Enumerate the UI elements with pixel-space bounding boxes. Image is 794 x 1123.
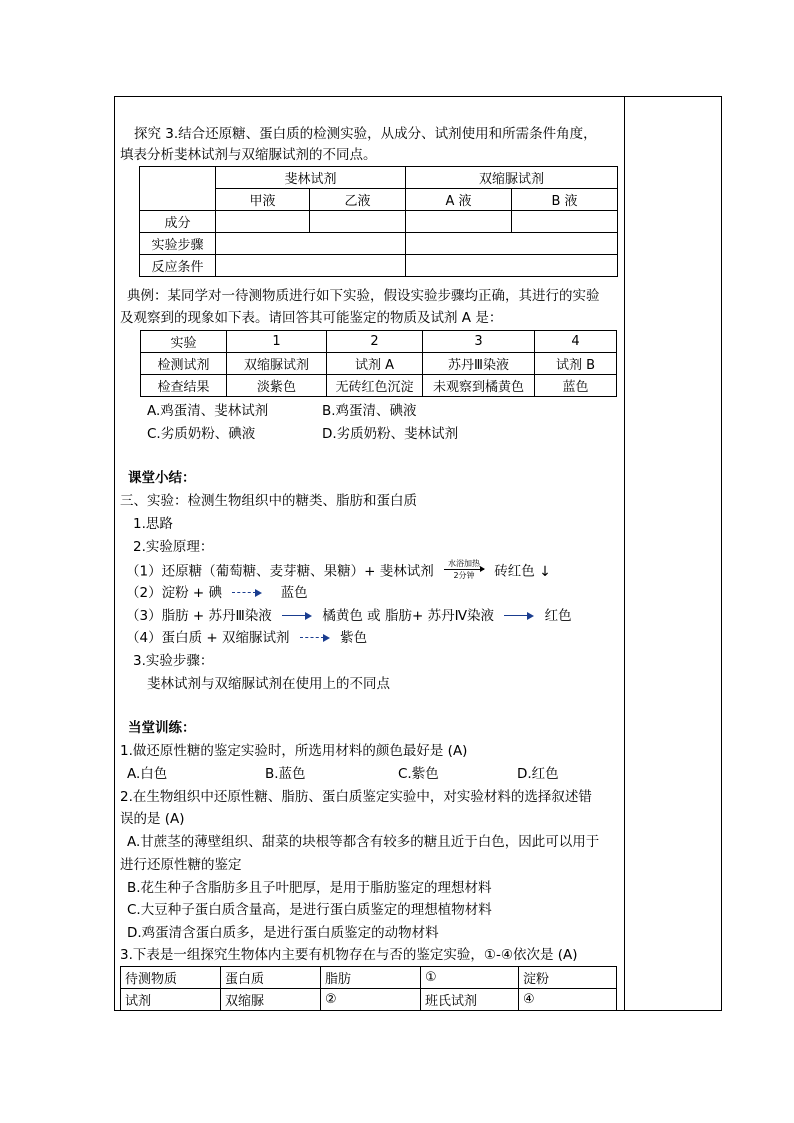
q3-cell: 待测物质 [121, 967, 221, 989]
table-corner-cell [140, 167, 216, 211]
question-2-line1: 2.在生物组织中还原性糖、脂肪、蛋白质鉴定实验中，对实验材料的选择叙述错 [120, 789, 592, 805]
precipitate-arrow-icon: ↓ [539, 563, 551, 580]
example-header-cell: 3 [423, 331, 535, 353]
header-fehling-b: 乙液 [310, 189, 406, 211]
header-biuret-a: A 液 [406, 189, 512, 211]
q3-cell: 试剂 [121, 989, 221, 1011]
example-result-cell: 无砖红色沉淀 [327, 375, 423, 397]
principle-1-left: （1）还原糖（葡萄糖、麦芽糖、果糖）+ 斐林试剂 [126, 563, 434, 580]
example-result-cell: 检查结果 [141, 375, 227, 397]
principle-4-right: 紫色 [340, 630, 368, 646]
q3-table [120, 966, 617, 1011]
q2-option-a-line2: 进行还原性糖的鉴定 [120, 857, 242, 873]
example-option-b: B.鸡蛋清、碘液 [322, 403, 417, 419]
example-line1: 典例：某同学对一待测物质进行如下实验，假设实验步骤均正确，其进行的实验 [127, 288, 600, 304]
example-table [140, 330, 617, 397]
right-column-divider [624, 96, 625, 1011]
principle-3-right: 红色 [544, 608, 572, 624]
principle-4 [126, 629, 367, 647]
table-cell [512, 211, 618, 233]
principle-3-left: （3）脂肪 + 苏丹Ⅲ染液 [126, 608, 272, 624]
q3-cell: 淀粉 [519, 967, 617, 989]
header-biuret-b: B 液 [512, 189, 618, 211]
summary-item3: 3.实验步骤： [133, 653, 214, 669]
principle-2-left: （2）淀粉 + 碘 [126, 585, 222, 601]
principle-2 [126, 584, 308, 602]
header-fehling: 斐林试剂 [216, 167, 406, 189]
q2-option-b: B.花生种子含脂肪多且子叶肥厚，是用于脂肪鉴定的理想材料 [127, 880, 492, 896]
q1-option-a: A.白色 [127, 766, 168, 782]
example-header-cell: 1 [227, 331, 327, 353]
summary-heading: 课堂小结： [128, 470, 196, 486]
q3-cell: ① [421, 967, 519, 989]
summary-item1: 1.思路 [133, 516, 173, 532]
summary-item2: 2.实验原理： [133, 539, 214, 555]
q1-option-b: B.蓝色 [265, 766, 306, 782]
q1-option-c: C.紫色 [398, 766, 439, 782]
q3-cell: 双缩脲 [221, 989, 321, 1011]
arrow-icon [300, 633, 330, 643]
summary-title: 三、实验：检测生物组织中的糖类、脂肪和蛋白质 [120, 493, 417, 509]
question-1: 1.做还原性糖的鉴定实验时，所选用材料的颜色最好是 (A) [120, 743, 468, 759]
example-reagent-cell: 试剂 A [327, 353, 423, 375]
principle-1 [126, 561, 551, 582]
table-cell [310, 211, 406, 233]
example-option-c: C.劣质奶粉、碘液 [147, 426, 256, 442]
table-cell [406, 255, 618, 277]
table-cell [406, 233, 618, 255]
heating-condition-arrow [444, 559, 484, 580]
question-2-line2: 误的是 (A) [120, 811, 185, 827]
principle-3 [126, 607, 572, 625]
question-3: 3.下表是一组探究生物体内主要有机物存在与否的鉴定实验，①-④依次是 (A) [120, 947, 578, 963]
reagent-comparison-table [139, 166, 618, 277]
condition-top: 水浴加热 [448, 559, 480, 568]
q3-cell: 脂肪 [321, 967, 421, 989]
summary-item3-text: 斐林试剂与双缩脲试剂在使用上的不同点 [147, 676, 390, 692]
example-result-cell: 未观察到橘黄色 [423, 375, 535, 397]
q1-option-d: D.红色 [517, 766, 559, 782]
q3-cell: ④ [519, 989, 617, 1011]
table-cell [406, 211, 512, 233]
example-reagent-cell: 双缩脲试剂 [227, 353, 327, 375]
principle-1-right: 砖红色 [494, 563, 535, 580]
example-header-cell: 4 [535, 331, 617, 353]
condition-bottom: 2分钟 [453, 571, 475, 580]
example-reagent-cell: 检测试剂 [141, 353, 227, 375]
row-label-conditions: 反应条件 [140, 255, 216, 277]
q3-cell: ② [321, 989, 421, 1011]
training-heading: 当堂训练： [128, 720, 196, 736]
inquiry3-line1: 探究 3.结合还原糖、蛋白质的检测实验，从成分、试剂使用和所需条件角度， [134, 126, 597, 142]
example-result-cell: 淡紫色 [227, 375, 327, 397]
q3-cell: 蛋白质 [221, 967, 321, 989]
example-result-cell: 蓝色 [535, 375, 617, 397]
arrow-icon [232, 588, 262, 598]
table-cell [216, 255, 406, 277]
table-cell [216, 211, 310, 233]
q2-option-d: D.鸡蛋清含蛋白质多，是进行蛋白质鉴定的动物材料 [127, 925, 439, 941]
example-header-cell: 实验 [141, 331, 227, 353]
header-biuret: 双缩脲试剂 [406, 167, 618, 189]
example-reagent-cell: 苏丹Ⅲ染液 [423, 353, 535, 375]
example-option-d: D.劣质奶粉、斐林试剂 [322, 426, 459, 442]
principle-4-left: （4）蛋白质 + 双缩脲试剂 [126, 630, 290, 646]
header-fehling-a: 甲液 [216, 189, 310, 211]
q2-option-a-line1: A.甘蔗茎的薄壁组织、甜菜的块根等都含有较多的糖且近于白色，因此可以用于 [127, 834, 600, 850]
row-label-steps: 实验步骤 [140, 233, 216, 255]
q3-cell: 班氏试剂 [421, 989, 519, 1011]
principle-3-mid: 橘黄色 或 脂肪+ 苏丹Ⅳ染液 [322, 608, 495, 624]
row-label-composition: 成分 [140, 211, 216, 233]
arrow-line [444, 569, 484, 570]
example-reagent-cell: 试剂 B [535, 353, 617, 375]
table-cell [216, 233, 406, 255]
example-option-a: A.鸡蛋清、斐林试剂 [147, 403, 269, 419]
q2-option-c: C.大豆种子蛋白质含量高，是进行蛋白质鉴定的理想植物材料 [127, 902, 492, 918]
example-line2: 及观察到的现象如下表。请回答其可能鉴定的物质及试剂 A 是： [120, 310, 503, 326]
arrow-icon [282, 611, 312, 621]
arrow-icon [504, 611, 534, 621]
principle-2-right: 蓝色 [280, 585, 308, 601]
inquiry3-line2: 填表分析斐林试剂与双缩脲试剂的不同点。 [120, 147, 377, 163]
example-header-cell: 2 [327, 331, 423, 353]
